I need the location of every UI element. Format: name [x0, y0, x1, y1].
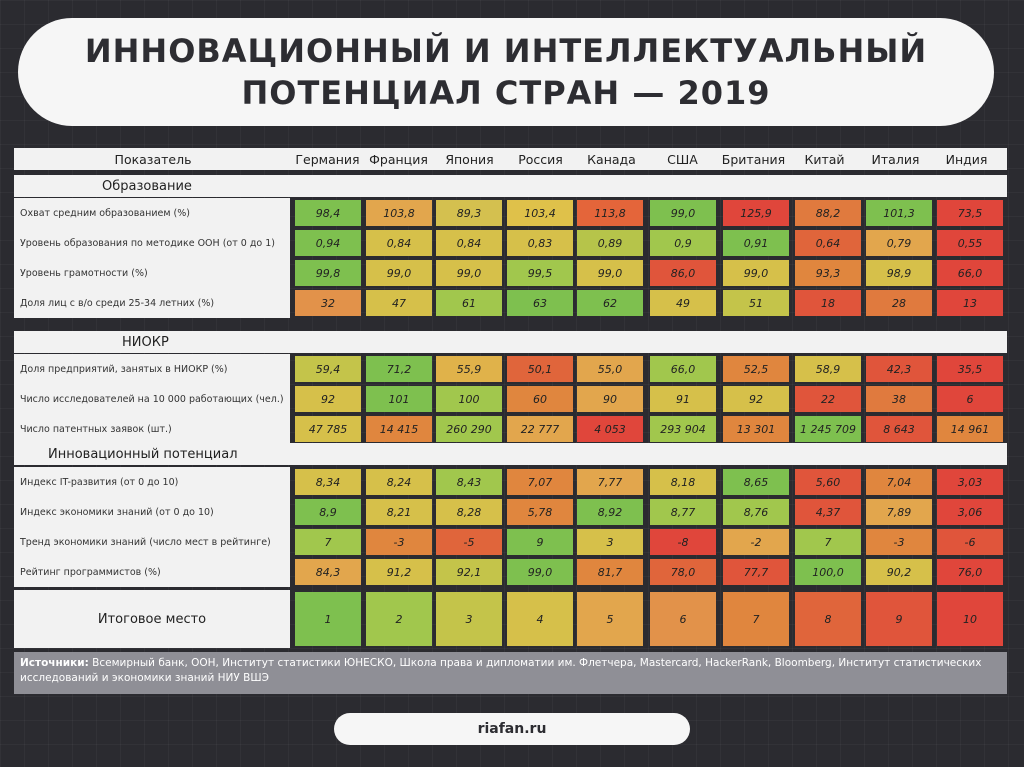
value-cell: 62 — [577, 290, 643, 316]
value-cell: 88,2 — [795, 200, 861, 226]
value-cell: 78,0 — [650, 559, 716, 585]
section-header — [14, 443, 1007, 465]
section-title: Инновационный потенциал — [48, 446, 238, 462]
title-line-2: ПОТЕНЦИАЛ СТРАН — 2019 — [241, 74, 771, 112]
final-rank-cell: 6 — [650, 592, 716, 646]
value-cell: 7 — [795, 529, 861, 555]
value-cell: 0,55 — [937, 230, 1003, 256]
value-cell: 47 785 — [295, 416, 361, 442]
value-cell: 98,9 — [866, 260, 932, 286]
value-cell: 6 — [937, 386, 1003, 412]
value-cell: 91 — [650, 386, 716, 412]
section-header — [14, 175, 1007, 197]
value-cell: 99,0 — [436, 260, 502, 286]
value-cell: 7 — [295, 529, 361, 555]
value-cell: 84,3 — [295, 559, 361, 585]
final-rank-cell: 7 — [723, 592, 789, 646]
value-cell: 0,64 — [795, 230, 861, 256]
value-cell: 55,9 — [436, 356, 502, 382]
indicator-label: Рейтинг программистов (%) — [14, 557, 290, 587]
value-cell: 42,3 — [866, 356, 932, 382]
value-cell: 113,8 — [577, 200, 643, 226]
table-row — [14, 557, 1007, 587]
value-cell: 9 — [507, 529, 573, 555]
value-cell: 92,1 — [436, 559, 502, 585]
section-header — [14, 331, 1007, 353]
country-header-china: Китай — [804, 151, 845, 167]
value-cell: 13 — [937, 290, 1003, 316]
value-cell: 58,9 — [795, 356, 861, 382]
country-header-india: Индия — [945, 151, 988, 167]
country-header-france: Франция — [369, 151, 428, 167]
value-cell: 7,07 — [507, 469, 573, 495]
value-cell: -3 — [866, 529, 932, 555]
value-cell: 28 — [866, 290, 932, 316]
indicator-label: Уровень образования по методике ООН (от 0 до 1) — [14, 228, 290, 258]
table-row — [14, 354, 1007, 384]
value-cell: 100 — [436, 386, 502, 412]
footer-site: riafan.ru — [334, 713, 690, 745]
value-cell: 5,60 — [795, 469, 861, 495]
value-cell: 52,5 — [723, 356, 789, 382]
indicator-label: Доля предприятий, занятых в НИОКР (%) — [14, 354, 290, 384]
value-cell: 90,2 — [866, 559, 932, 585]
value-cell: 8,9 — [295, 499, 361, 525]
ranking-table — [14, 148, 1007, 694]
table-row — [14, 258, 1007, 288]
value-cell: 49 — [650, 290, 716, 316]
table-row — [14, 527, 1007, 557]
value-cell: 3 — [577, 529, 643, 555]
title-banner — [18, 18, 994, 126]
value-cell: 99,0 — [723, 260, 789, 286]
value-cell: 89,3 — [436, 200, 502, 226]
indicator-label: Доля лиц с в/о среди 25-34 летних (%) — [14, 288, 290, 318]
value-cell: 8,34 — [295, 469, 361, 495]
table-row — [14, 384, 1007, 414]
value-cell: 103,4 — [507, 200, 573, 226]
value-cell: 99,5 — [507, 260, 573, 286]
country-header-japan: Япония — [445, 151, 494, 167]
indicator-label: Уровень грамотности (%) — [14, 258, 290, 288]
value-cell: 3,06 — [937, 499, 1003, 525]
country-header-usa: США — [667, 151, 698, 167]
value-cell: 0,84 — [366, 230, 432, 256]
value-cell: 101,3 — [866, 200, 932, 226]
table-row — [14, 198, 1007, 228]
sources-label: Источники: — [20, 657, 89, 669]
final-rank-label: Итоговое место — [14, 590, 290, 648]
value-cell: 0,83 — [507, 230, 573, 256]
final-rank-cell: 9 — [866, 592, 932, 646]
value-cell: 66,0 — [650, 356, 716, 382]
final-rank-cell: 3 — [436, 592, 502, 646]
value-cell: 22 777 — [507, 416, 573, 442]
value-cell: 7,89 — [866, 499, 932, 525]
table-row — [14, 228, 1007, 258]
value-cell: 8,92 — [577, 499, 643, 525]
value-cell: 77,7 — [723, 559, 789, 585]
value-cell: 8 643 — [866, 416, 932, 442]
value-cell: 50,1 — [507, 356, 573, 382]
value-cell: 4,37 — [795, 499, 861, 525]
value-cell: 63 — [507, 290, 573, 316]
value-cell: 101 — [366, 386, 432, 412]
value-cell: 18 — [795, 290, 861, 316]
value-cell: 73,5 — [937, 200, 1003, 226]
value-cell: 8,28 — [436, 499, 502, 525]
value-cell: 99,0 — [577, 260, 643, 286]
value-cell: -5 — [436, 529, 502, 555]
value-cell: 8,21 — [366, 499, 432, 525]
table-header — [14, 148, 1007, 170]
value-cell: 125,9 — [723, 200, 789, 226]
final-rank-cell: 1 — [295, 592, 361, 646]
table-row — [14, 467, 1007, 497]
final-rank-row — [14, 590, 1007, 648]
value-cell: 32 — [295, 290, 361, 316]
country-header-russia: Россия — [518, 151, 563, 167]
final-rank-cell: 8 — [795, 592, 861, 646]
final-rank-cell: 5 — [577, 592, 643, 646]
indicator-label: Тренд экономики знаний (число мест в рейтинге) — [14, 527, 290, 557]
country-header-britain: Британия — [721, 151, 786, 167]
value-cell: 0,84 — [436, 230, 502, 256]
section-title: Образование — [102, 178, 192, 194]
value-cell: 92 — [723, 386, 789, 412]
value-cell: 5,78 — [507, 499, 573, 525]
table-row — [14, 414, 1007, 444]
value-cell: 0,9 — [650, 230, 716, 256]
value-cell: 71,2 — [366, 356, 432, 382]
value-cell: 8,76 — [723, 499, 789, 525]
value-cell: 8,77 — [650, 499, 716, 525]
table-row — [14, 497, 1007, 527]
value-cell: 22 — [795, 386, 861, 412]
final-rank-cell: 10 — [937, 592, 1003, 646]
country-header-germany: Германия — [295, 151, 360, 167]
value-cell: 76,0 — [937, 559, 1003, 585]
indicator-label: Индекс IT-развития (от 0 до 10) — [14, 467, 290, 497]
value-cell: 0,79 — [866, 230, 932, 256]
indicator-label: Охват средним образованием (%) — [14, 198, 290, 228]
value-cell: -2 — [723, 529, 789, 555]
value-cell: 260 290 — [436, 416, 502, 442]
value-cell: 99,0 — [366, 260, 432, 286]
value-cell: 98,4 — [295, 200, 361, 226]
country-header-canada: Канада — [587, 151, 636, 167]
value-cell: 7,04 — [866, 469, 932, 495]
value-cell: 86,0 — [650, 260, 716, 286]
value-cell: 47 — [366, 290, 432, 316]
value-cell: 3,03 — [937, 469, 1003, 495]
value-cell: -3 — [366, 529, 432, 555]
value-cell: 99,0 — [650, 200, 716, 226]
value-cell: 14 961 — [937, 416, 1003, 442]
value-cell: 99,8 — [295, 260, 361, 286]
country-header-italy: Италия — [871, 151, 920, 167]
value-cell: 66,0 — [937, 260, 1003, 286]
title-line-1: ИННОВАЦИОННЫЙ И ИНТЕЛЛЕКТУАЛЬНЫЙ — [84, 32, 928, 70]
value-cell: 293 904 — [650, 416, 716, 442]
indicator-header: Показатель — [114, 151, 192, 167]
value-cell: 59,4 — [295, 356, 361, 382]
value-cell: 0,94 — [295, 230, 361, 256]
value-cell: 8,43 — [436, 469, 502, 495]
final-rank-cell: 4 — [507, 592, 573, 646]
value-cell: 8,24 — [366, 469, 432, 495]
final-rank-cell: 2 — [366, 592, 432, 646]
value-cell: 8,18 — [650, 469, 716, 495]
value-cell: 8,65 — [723, 469, 789, 495]
table-row — [14, 288, 1007, 318]
value-cell: 38 — [866, 386, 932, 412]
indicator-label: Число исследователей на 10 000 работающих (чел.) — [14, 384, 290, 414]
value-cell: -8 — [650, 529, 716, 555]
value-cell: 93,3 — [795, 260, 861, 286]
value-cell: 0,91 — [723, 230, 789, 256]
value-cell: 90 — [577, 386, 643, 412]
section-title: НИОКР — [122, 334, 169, 350]
value-cell: 92 — [295, 386, 361, 412]
value-cell: 14 415 — [366, 416, 432, 442]
value-cell: 1 245 709 — [795, 416, 861, 442]
value-cell: 35,5 — [937, 356, 1003, 382]
value-cell: 4 053 — [577, 416, 643, 442]
value-cell: 81,7 — [577, 559, 643, 585]
value-cell: 7,77 — [577, 469, 643, 495]
value-cell: -6 — [937, 529, 1003, 555]
value-cell: 100,0 — [795, 559, 861, 585]
value-cell: 51 — [723, 290, 789, 316]
indicator-label: Число патентных заявок (шт.) — [14, 414, 290, 444]
value-cell: 99,0 — [507, 559, 573, 585]
value-cell: 13 301 — [723, 416, 789, 442]
value-cell: 0,89 — [577, 230, 643, 256]
value-cell: 91,2 — [366, 559, 432, 585]
indicator-label: Индекс экономики знаний (от 0 до 10) — [14, 497, 290, 527]
value-cell: 60 — [507, 386, 573, 412]
sources-text: Всемирный банк, ООН, Институт статистики ЮНЕСКО, Школа права и дипломатии им. Флетчера, Mastercard, HackerRank, Bloomberg, Институт статистических исследований и экономики знаний НИУ ВШЭ — [20, 657, 982, 684]
value-cell: 61 — [436, 290, 502, 316]
sources-note — [14, 652, 1007, 694]
value-cell: 103,8 — [366, 200, 432, 226]
value-cell: 55,0 — [577, 356, 643, 382]
